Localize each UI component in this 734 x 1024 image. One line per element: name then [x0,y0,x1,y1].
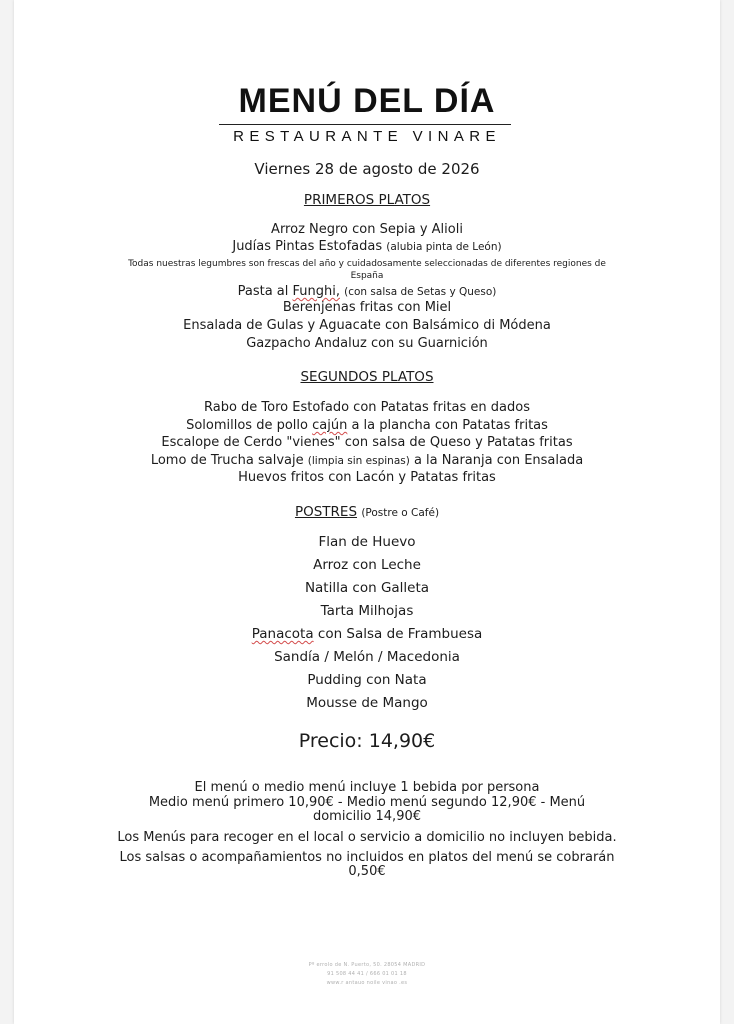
segundos-item: Huevos fritos con Lacón y Patatas fritas [238,470,496,485]
section-heading-postres: POSTRES (Postre o Café) [294,504,440,520]
section-heading-primeros: PRIMEROS PLATOS [303,192,431,208]
menu-date: Viernes 28 de agosto de 2026 [254,160,480,178]
primeros-item: Gazpacho Andaluz con su Guarnición [246,336,488,351]
segundos-item: Solomillos de pollo cajún a la plancha con Patatas fritas [186,418,548,433]
legumbres-note: Todas nuestras legumbres son frescas del año y cuidadosamente seleccionadas de diferentes regiones de España [128,259,606,281]
menu-price: Precio: 14,90€ [298,730,436,752]
primeros-item: Judías Pintas Estofadas (alubia pinta de León) [232,239,502,254]
title-divider [219,124,511,125]
postres-item: Mousse de Mango [306,695,428,711]
postres-item: Flan de Huevo [318,534,416,550]
primeros-item: Ensalada de Gulas y Aguacate con Balsámico di Módena [183,318,551,333]
postres-item: Sandía / Melón / Macedonia [274,649,460,665]
postres-item: Tarta Milhojas [320,603,414,619]
segundos-item: Rabo de Toro Estofado con Patatas fritas en dados [204,400,530,415]
postres-item: Arroz con Leche [313,557,421,573]
primeros-item: Berenjenas fritas con Miel [282,300,452,315]
condition-line: Los salsas o acompañamientos no incluidos en platos del menú se cobrarán 0,50€ [119,850,615,879]
postres-item: Natilla con Galleta [304,580,430,596]
primeros-item: Arroz Negro con Sepia y Alioli [271,222,463,237]
footer-phone: 91 508 44 41 / 666 01 01 18 [327,971,407,977]
section-heading-segundos: SEGUNDOS PLATOS [300,369,434,385]
primeros-item: Pasta al Funghi, (con salsa de Setas y Queso) [237,284,497,299]
postres-item: Pudding con Nata [307,672,427,688]
segundos-item: Escalope de Cerdo "vienes" con salsa de Queso y Patatas fritas [161,435,573,450]
condition-line: Los Menús para recoger en el local o servicio a domicilio no incluyen bebida. [117,830,617,845]
menu-title: MENÚ DEL DÍA [238,82,496,120]
condition-line: El menú o medio menú incluye 1 bebida por persona [194,780,540,795]
segundos-item: Lomo de Trucha salvaje (limpia sin espinas) a la Naranja con Ensalada [150,453,584,468]
postres-item: Panacota con Salsa de Frambuesa [251,626,483,642]
footer-address: Pº errolo de N. Puerto, 50. 28054 MADRID [308,962,426,968]
condition-line: Medio menú primero 10,90€ - Medio menú segundo 12,90€ - Menú domicilio 14,90€ [148,795,586,824]
restaurant-name: RESTAURANTE VINARE [233,128,501,145]
footer-web: www.r antauo noile vinao .es [326,980,408,986]
